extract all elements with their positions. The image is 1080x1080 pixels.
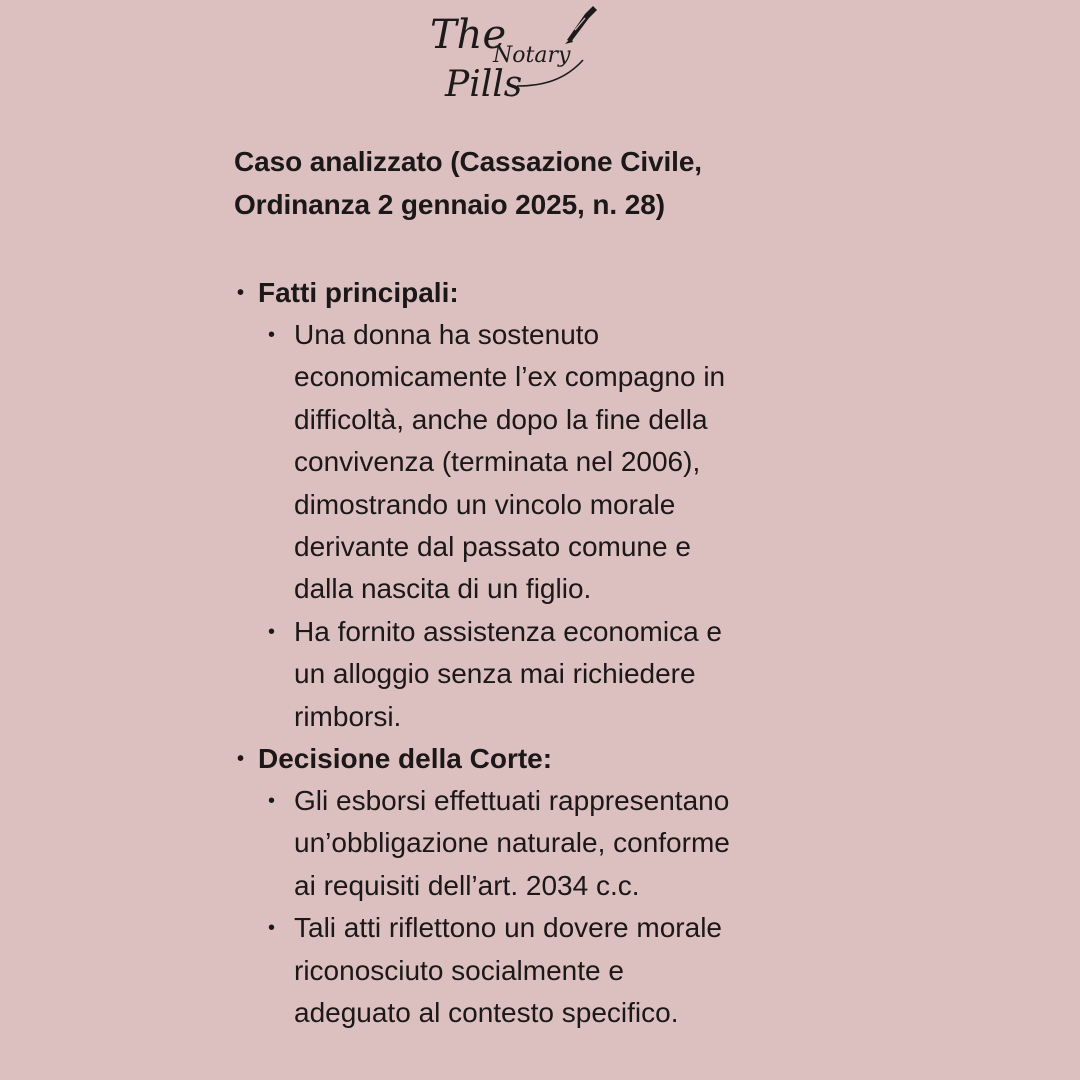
text-line: rimborsi. bbox=[294, 700, 402, 732]
text-line: convivenza (terminata nel 2006), bbox=[294, 446, 701, 478]
section-header bbox=[234, 272, 834, 314]
section-decisione-corte bbox=[234, 738, 834, 1034]
text-line: Tali atti riflettono un dovere morale bbox=[294, 912, 722, 944]
list-item bbox=[234, 780, 814, 907]
list-item bbox=[234, 314, 814, 611]
notary-pills-logo bbox=[425, 0, 600, 105]
text-line: Ha fornito assistenza economica e bbox=[294, 615, 722, 647]
title-line-1: Caso analizzato (Cassazione Civile, bbox=[234, 146, 702, 177]
sub-list bbox=[234, 780, 834, 1034]
section-header-label: Decisione della Corte: bbox=[258, 743, 553, 775]
bullet-icon: • bbox=[237, 282, 245, 304]
text-line: un’obbligazione naturale, conforme bbox=[294, 827, 730, 859]
fountain-pen-icon bbox=[565, 6, 597, 44]
bullet-icon: • bbox=[268, 324, 276, 346]
page-title bbox=[234, 140, 834, 226]
text-line: un alloggio senza mai richiedere bbox=[294, 658, 696, 690]
logo-word-pills: Pills bbox=[445, 64, 523, 105]
main-content bbox=[234, 140, 834, 1035]
section-header-label: Fatti principali: bbox=[258, 277, 459, 308]
bullet-icon: • bbox=[268, 620, 276, 643]
title-line-2: Ordinanza 2 gennaio 2025, n. 28) bbox=[234, 189, 665, 220]
section-header bbox=[234, 738, 834, 780]
text-line: adeguato al contesto specifico. bbox=[294, 997, 679, 1029]
sub-list bbox=[234, 314, 834, 738]
logo-word-the: The bbox=[430, 12, 507, 58]
text-line: dimostrando un vincolo morale bbox=[294, 488, 676, 520]
list-item bbox=[234, 611, 814, 738]
text-line: Una donna ha sostenuto bbox=[294, 319, 600, 350]
text-line: ai requisiti dell’art. 2034 c.c. bbox=[294, 869, 640, 901]
text-line: derivante dal passato comune e bbox=[294, 531, 691, 563]
text-line: dalla nascita di un figlio. bbox=[294, 573, 592, 605]
logo-graphic bbox=[425, 0, 600, 105]
text-line: Gli esborsi effettuati rappresentano bbox=[294, 785, 730, 817]
section-fatti-principali bbox=[234, 272, 834, 738]
bullet-icon: • bbox=[237, 748, 245, 771]
list-item bbox=[234, 907, 814, 1034]
text-line: difficoltà, anche dopo la fine della bbox=[294, 403, 708, 435]
text-line: economicamente l’ex compagno in bbox=[294, 361, 726, 393]
text-line: riconosciuto socialmente e bbox=[294, 954, 624, 986]
bullet-icon: • bbox=[268, 790, 276, 813]
bullet-icon: • bbox=[268, 917, 276, 940]
logo-word-notary: Notary bbox=[493, 43, 571, 68]
